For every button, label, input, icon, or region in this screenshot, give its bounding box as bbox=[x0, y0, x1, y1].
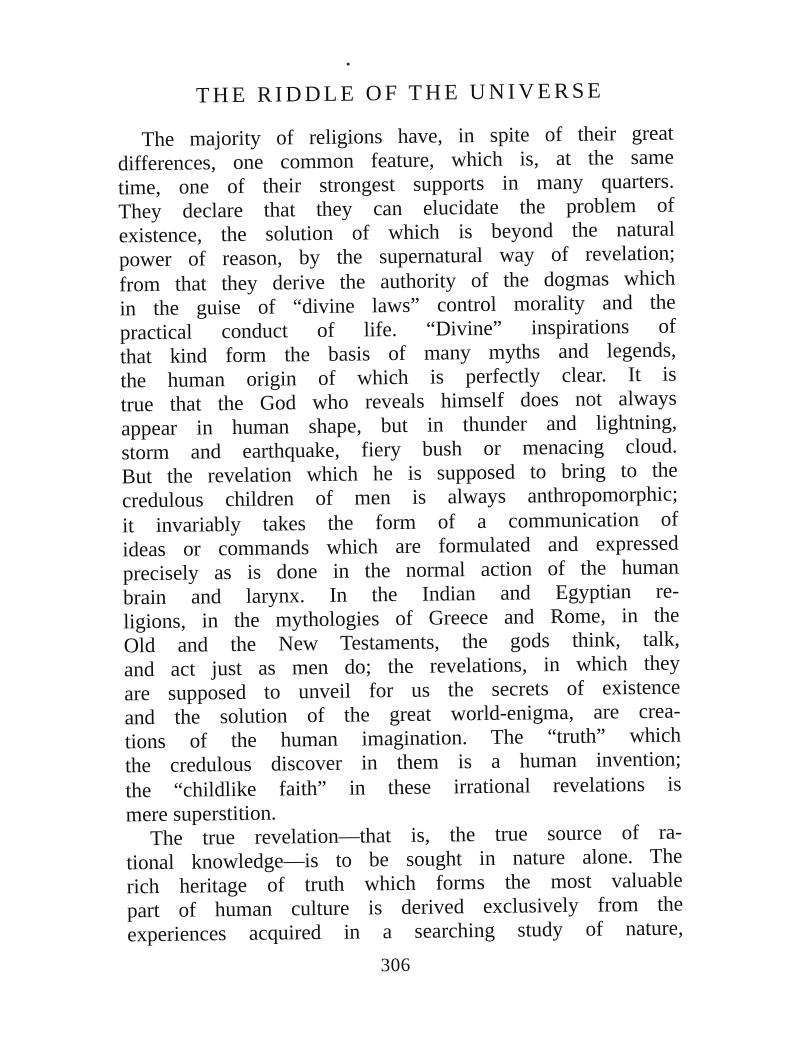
text-line: differences, one common feature, which is, at the same bbox=[117, 144, 674, 176]
text-line: that kind form the basis of many myths and legends, bbox=[120, 337, 677, 369]
text-line: credulous children of men is always anthropomorphic; bbox=[121, 482, 679, 513]
text-line: rich heritage of truth which forms the most valuable bbox=[126, 867, 683, 899]
paragraph-2 bbox=[126, 819, 683, 946]
text-line: part of human culture is derived exclusively from the bbox=[126, 891, 684, 923]
text-line: appear in human shape, but in thunder and lightning, bbox=[120, 409, 678, 441]
text-line: storm and earthquake, fiery bush or menacing cloud. bbox=[121, 433, 678, 465]
text-line: experiences acquired in a searching study of nature, bbox=[127, 915, 684, 947]
running-head: THE RIDDLE OF THE UNIVERSE bbox=[195, 77, 605, 108]
text-line: existence, the solution of which is beyond the natural bbox=[118, 216, 675, 248]
text-line: in the guise of “divine laws” control morality and the bbox=[119, 289, 676, 321]
text-line: the human origin of which is perfectly clear. It is bbox=[120, 361, 677, 393]
text-line: They declare that they can elucidate the problem of bbox=[118, 192, 675, 224]
page-number: 306 bbox=[380, 954, 411, 977]
text-line: the credulous discover in them is a human invention; bbox=[125, 747, 682, 778]
paragraph-1 bbox=[117, 121, 681, 826]
text-line: precisely as is done in the normal action of the human bbox=[122, 554, 679, 586]
text-line: tions of the human imagination. The “truth” which bbox=[124, 722, 682, 754]
text-line: the “childlike faith” in these irrational revelations is bbox=[125, 771, 682, 802]
body-text bbox=[117, 121, 683, 947]
text-line: But the revelation which he is supposed to bring to the bbox=[121, 457, 678, 489]
text-line: and the solution of the great world-enigma, are crea- bbox=[124, 698, 681, 730]
text-line: time, one of their strongest supports in many quarters. bbox=[118, 168, 675, 200]
text-line: are supposed to unveil for us the secrets of existence bbox=[124, 674, 681, 706]
text-line: power of reason, by the supernatural way of revelation; bbox=[118, 241, 676, 272]
text-line: ideas or commands which are formulated and expressed bbox=[122, 530, 679, 561]
text-line: ligions, in the mythologies of Greece and Rome, in the bbox=[123, 602, 680, 634]
text-line: true that the God who reveals himself does not always bbox=[120, 385, 677, 417]
text-line: mere superstition. bbox=[125, 800, 277, 826]
text-line: practical conduct of life. “Divine” inspirations of bbox=[119, 313, 677, 345]
text-line: and act just as men do; the revelations, in which they bbox=[123, 650, 681, 682]
print-speck bbox=[347, 63, 350, 66]
text-line: The majority of religions have, in spite of their great bbox=[141, 120, 674, 152]
text-line: Old and the New Testaments, the gods think, talk, bbox=[123, 626, 680, 658]
text-line: it invariably takes the form of a communication of bbox=[122, 506, 679, 537]
text-line: from that they derive the authority of the dogmas which bbox=[119, 265, 676, 296]
text-line: The true revelation—that is, the true source of ra- bbox=[149, 819, 683, 850]
text-line: tional knowledge—is to be sought in nature alone. The bbox=[126, 843, 683, 875]
text-line: brain and larynx. In the Indian and Egyptian re- bbox=[123, 578, 680, 610]
